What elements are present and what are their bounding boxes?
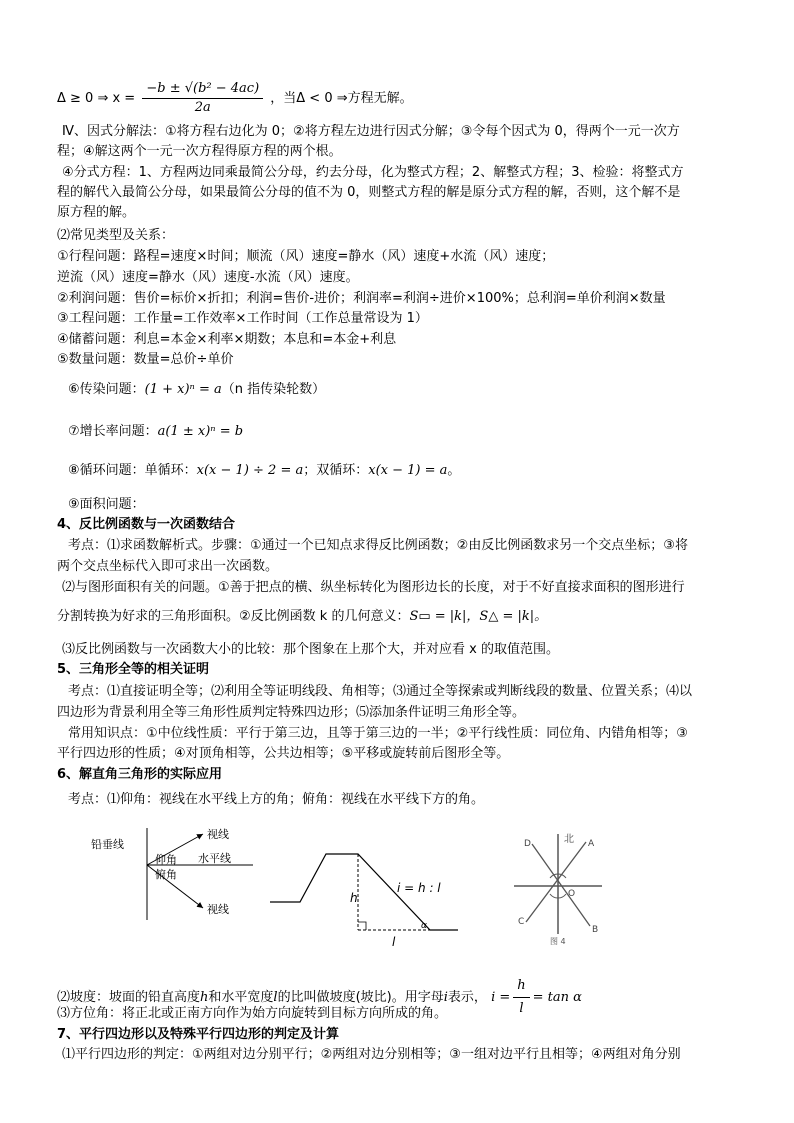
bearing-line: ⑶方位角：将正北或正南方向作为始方向旋转到目标方向所成的角。 <box>57 1006 448 1021</box>
elevation-label: 仰角 <box>155 853 177 866</box>
travel-line-1: ①行程问题：路程=速度×时间；顺流（风）速度=静水（风）速度+水流（风）速度； <box>57 249 555 264</box>
infection-formula: (1 + x)ⁿ = a <box>144 382 222 397</box>
figure-caption: 图 4 <box>550 937 566 946</box>
point-b-label: B <box>592 925 599 935</box>
section-7-title: 7、平行四边形以及特殊平行四边形的判定及计算 <box>57 1027 340 1042</box>
slope-text-d: 表示， <box>447 990 487 1005</box>
slope-text-b: 和水平宽度 <box>208 990 274 1005</box>
sec4-para1-line2: 两个交点坐标代入即可求出一次函数。 <box>57 559 279 574</box>
infection-label: ⑥传染问题： <box>68 382 145 397</box>
cycle-label: ⑧循环问题：单循环： <box>68 463 197 478</box>
growth-label: ⑦增长率问题： <box>68 424 158 439</box>
infection-line <box>68 381 325 399</box>
factor-line-2: 程；④解这两个一元一次方程得原方程的两个根。 <box>57 144 342 159</box>
profit-line: ②利润问题：售价=标价×折扣；利润=售价-进价；利润率=利润÷进价×100%；总利润=单价利润×数量 <box>57 291 666 306</box>
quadratic-formula-line <box>57 80 413 117</box>
sec5-para1-line2: 四边形为背景利用全等三角形性质判定特殊四边形；⑸添加条件证明三角形全等。 <box>57 705 526 720</box>
cycle-line <box>68 462 460 480</box>
fraction-eq-line-1: ④分式方程：1、方程两边同乘最简公分母，约去分母，化为整式方程；2、解整式方程；3、检验：将整式方 <box>62 165 684 180</box>
double-cycle-formula: x(x − 1) = a <box>368 463 448 478</box>
slope-figure <box>270 842 460 950</box>
sec5-para2-line1: 常用知识点：①中位线性质：平行于第三边，且等于第三边的一半；②平行线性质：同位角、内错角相等；③ <box>68 726 688 741</box>
fraction-eq-line-2: 程的解代入最简公分母，如果最简公分母的值不为 0，则整式方程的解是原分式方程的解，否则，这个解不是 <box>57 185 681 200</box>
slope-text-c: 的比叫做坡度(坡比)。用字母 <box>277 990 444 1005</box>
slope-ratio-label: i = h : l <box>397 881 441 895</box>
formula-condition: Δ ≥ 0 ⇒ x = <box>57 91 136 106</box>
quadratic-fraction <box>142 80 263 117</box>
section-4-title: 4、反比例函数与一次函数结合 <box>57 517 236 532</box>
height-label: h <box>350 891 358 905</box>
point-c-label: C <box>518 917 525 927</box>
fraction-denominator: 2a <box>194 100 211 115</box>
quantity-line: ⑤数量问题：数量=总价÷单价 <box>57 352 234 367</box>
alpha-label: α <box>421 921 427 931</box>
point-a-label: A <box>588 839 595 849</box>
sec4-para2-line1: ⑵与图形面积有关的问题。①善于把点的横、纵坐标转化为图形边长的长度，对于不好直接求面积的图形进行 <box>62 580 685 595</box>
slope-fraction-num: h <box>513 975 529 998</box>
types-title: ⑵常见类型及关系： <box>57 228 175 243</box>
travel-line-2: 逆流（风）速度=静水（风）速度-水流（风）速度。 <box>57 270 359 285</box>
slope-i: i <box>443 990 448 1005</box>
sec4-para3: ⑶反比例函数与一次函数大小的比较：那个图象在上那个大，并对应看 x 的取值范围。 <box>62 642 559 657</box>
sec7-para1: ⑴平行四边形的判定：①两组对边分别平行；②两组对边分别相等；③一组对边平行且相等；④两组对角分别 <box>62 1047 681 1062</box>
slope-l: l <box>273 990 278 1005</box>
elevation-depression-figure <box>85 820 255 925</box>
sec5-para1-line1: 考点：⑴直接证明全等；⑵利用全等证明线段、角相等；⑶通过全等探索或判断线段的数量、位置关系；⑷以 <box>68 684 693 699</box>
cycle-end: 。 <box>447 463 461 478</box>
ray-a-c <box>526 842 586 922</box>
growth-line <box>68 423 243 441</box>
horizontal-label: 水平线 <box>198 852 231 865</box>
slope-text-a: ⑵坡度：坡面的铅直高度 <box>57 990 201 1005</box>
bearing-figure <box>510 826 605 948</box>
section-5-title: 5、三角形全等的相关证明 <box>57 662 210 677</box>
plumb-label: 铅垂线 <box>91 838 124 851</box>
point-d-label: D <box>524 839 531 849</box>
sec4-para2-text: 分割转换为好求的三角形面积。②反比例函数 k 的几何意义： <box>57 609 410 624</box>
savings-line: ④储蓄问题：利息=本金×利率×期数；本息和=本金+利息 <box>57 332 397 347</box>
work-line: ③工程问题：工作量=工作效率×工作时间（工作总量常设为 1） <box>57 311 428 326</box>
sight-down-label: 视线 <box>207 903 229 916</box>
factor-line-1: Ⅳ、因式分解法：①将方程右边化为 0；②将方程左边进行因式分解；③令每个因式为 0，得两个一元一次方 <box>62 124 680 139</box>
fraction-eq-line-3: 原方程的解。 <box>57 205 136 220</box>
slope-h: h <box>200 990 209 1005</box>
north-label: 北 <box>564 834 574 845</box>
section-6-title: 6、解直角三角形的实际应用 <box>57 767 223 782</box>
slope-fraction <box>513 975 529 1020</box>
sec6-para1: 考点：⑴仰角：视线在水平线上方的角；俯角：视线在水平线下方的角。 <box>68 792 485 807</box>
slope-tan: = tan α <box>532 990 582 1005</box>
cycle-mid: ；双循环： <box>303 463 369 478</box>
k-geometric-formula: S▭ = |k|，S△ = |k|。 <box>409 609 548 624</box>
right-angle-mark <box>358 922 366 930</box>
slope-eq-i: i = <box>491 990 511 1005</box>
infection-note: （n 指传染轮数） <box>221 382 326 397</box>
area-line: ⑨面积问题： <box>68 497 145 512</box>
ray-d-b <box>532 844 590 926</box>
sight-up-label: 视线 <box>207 828 229 841</box>
sec4-para1-line1: 考点：⑴求函数解析式。步骤：①通过一个已知点求得反比例函数；②由反比例函数求另一个交点坐标；③将 <box>68 538 688 553</box>
slope-fraction-den: l <box>519 1001 524 1016</box>
growth-formula: a(1 ± x)ⁿ = b <box>157 424 244 439</box>
point-o-label: O <box>568 889 576 899</box>
depression-label: 俯角 <box>155 868 177 881</box>
sec4-para2-line2 <box>57 608 547 626</box>
width-label: l <box>392 935 396 949</box>
sec5-para2-line2: 平行四边形的性质；④对顶角相等，公共边相等；⑤平移或旋转前后图形全等。 <box>57 746 510 761</box>
formula-tail: ，当Δ < 0 ⇒方程无解。 <box>270 91 413 106</box>
single-cycle-formula: x(x − 1) ÷ 2 = a <box>196 463 304 478</box>
fraction-numerator: −b ± √(b² − 4ac) <box>142 80 263 99</box>
